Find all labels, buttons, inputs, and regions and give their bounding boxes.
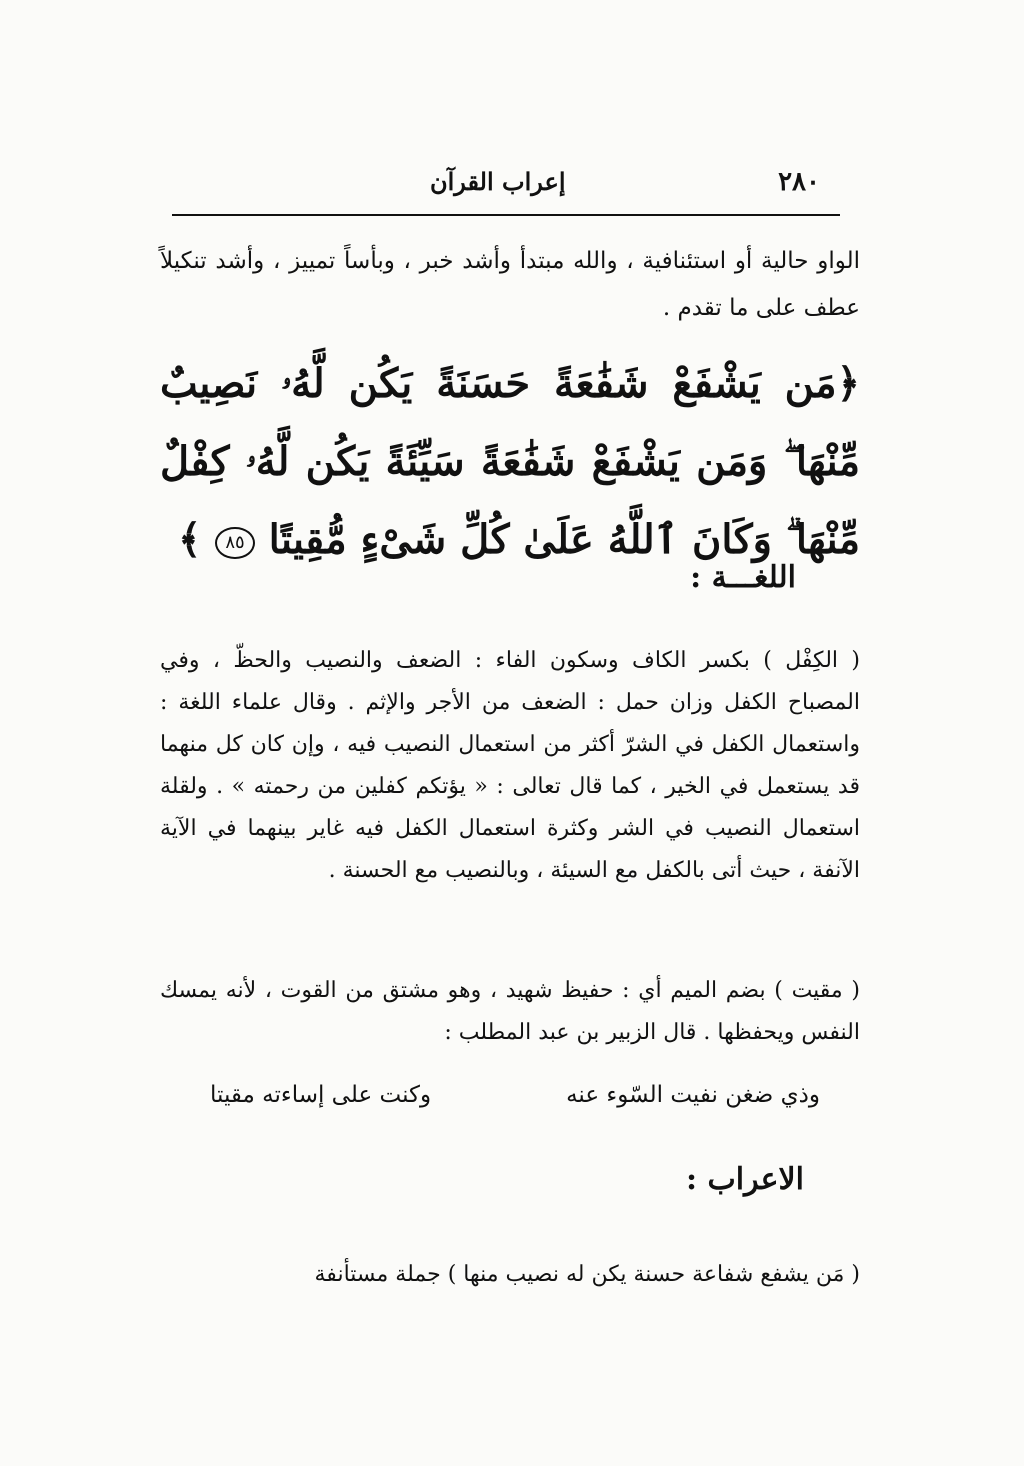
verse-close-bracket: ﴾ — [177, 516, 202, 563]
verse-text: مَن يَشْفَعْ شَفَٰعَةً حَسَنَةً يَكُن لَّهُۥ نَصِيبٌ مِّنْهَا ۖ وَمَن يَشْفَعْ شَفَٰعَةً سَيِّئَةً يَكُن لَّهُۥ كِفْلٌ مِّنْهَا ۗ وَكَانَ ٱللَّهُ عَلَىٰ كُلِّ شَىْءٍ مُّقِيتًا — [160, 360, 860, 563]
quran-verse — [160, 345, 860, 579]
header-rule — [172, 214, 840, 216]
irab-heading: الاعراب : — [686, 1162, 804, 1197]
page-number: ٢٨٠ — [778, 167, 820, 197]
running-title: إعراب القرآن — [430, 167, 566, 196]
irab-paragraph: ( مَن يشفع شفاعة حسنة يكن له نصيب منها ) جملة مستأنفة — [314, 1262, 860, 1287]
poetry-verse — [200, 1082, 820, 1132]
intro-paragraph: الواو حالية أو استئنافية ، والله مبتدأ وأشد خبر ، وبأساً تمييز ، وأشد تنكيلاً عطف على ما تقدم . — [160, 248, 860, 321]
verse-open-bracket: ﴿ — [836, 360, 860, 407]
lugha-heading: اللغـــة : — [690, 560, 796, 595]
poem-second-hemistich: وكنت على إساءته مقيتا — [210, 1082, 432, 1108]
ayah-number-marker: ٨٥ — [215, 527, 254, 559]
page-header — [170, 165, 840, 205]
lugha-paragraph-muqit: ( مقيت ) بضم الميم أي : حفيظ شهيد ، وهو مشتق من القوت ، لأنه يمسك النفس ويحفظها . قال الزبير بن عبد المطلب : — [160, 978, 860, 1045]
poem-first-hemistich: وذي ضغن نفيت السّوء عنه — [566, 1082, 820, 1108]
lugha-paragraph-kifl: ( الكِفْل ) بكسر الكاف وسكون الفاء : الضعف والنصيب والحظّ ، وفي المصباح الكفل وزان حمل : الضعف من الأجر والإثم . وقال علماء اللغة : واستعمال الكفل في الشرّ أكثر من استعمال النصيب فيه ، وإن كان كل منهما قد يستعمل في الخير ، كما قال تعالى : « يؤتكم كفلين من رحمته » . ولقلة استعمال النصيب في الشر وكثرة استعمال الكفل فيه غاير بينهما في الآية الآنفة ، حيث أتى بالكفل مع السيئة ، وبالنصيب مع الحسنة . — [160, 648, 860, 883]
